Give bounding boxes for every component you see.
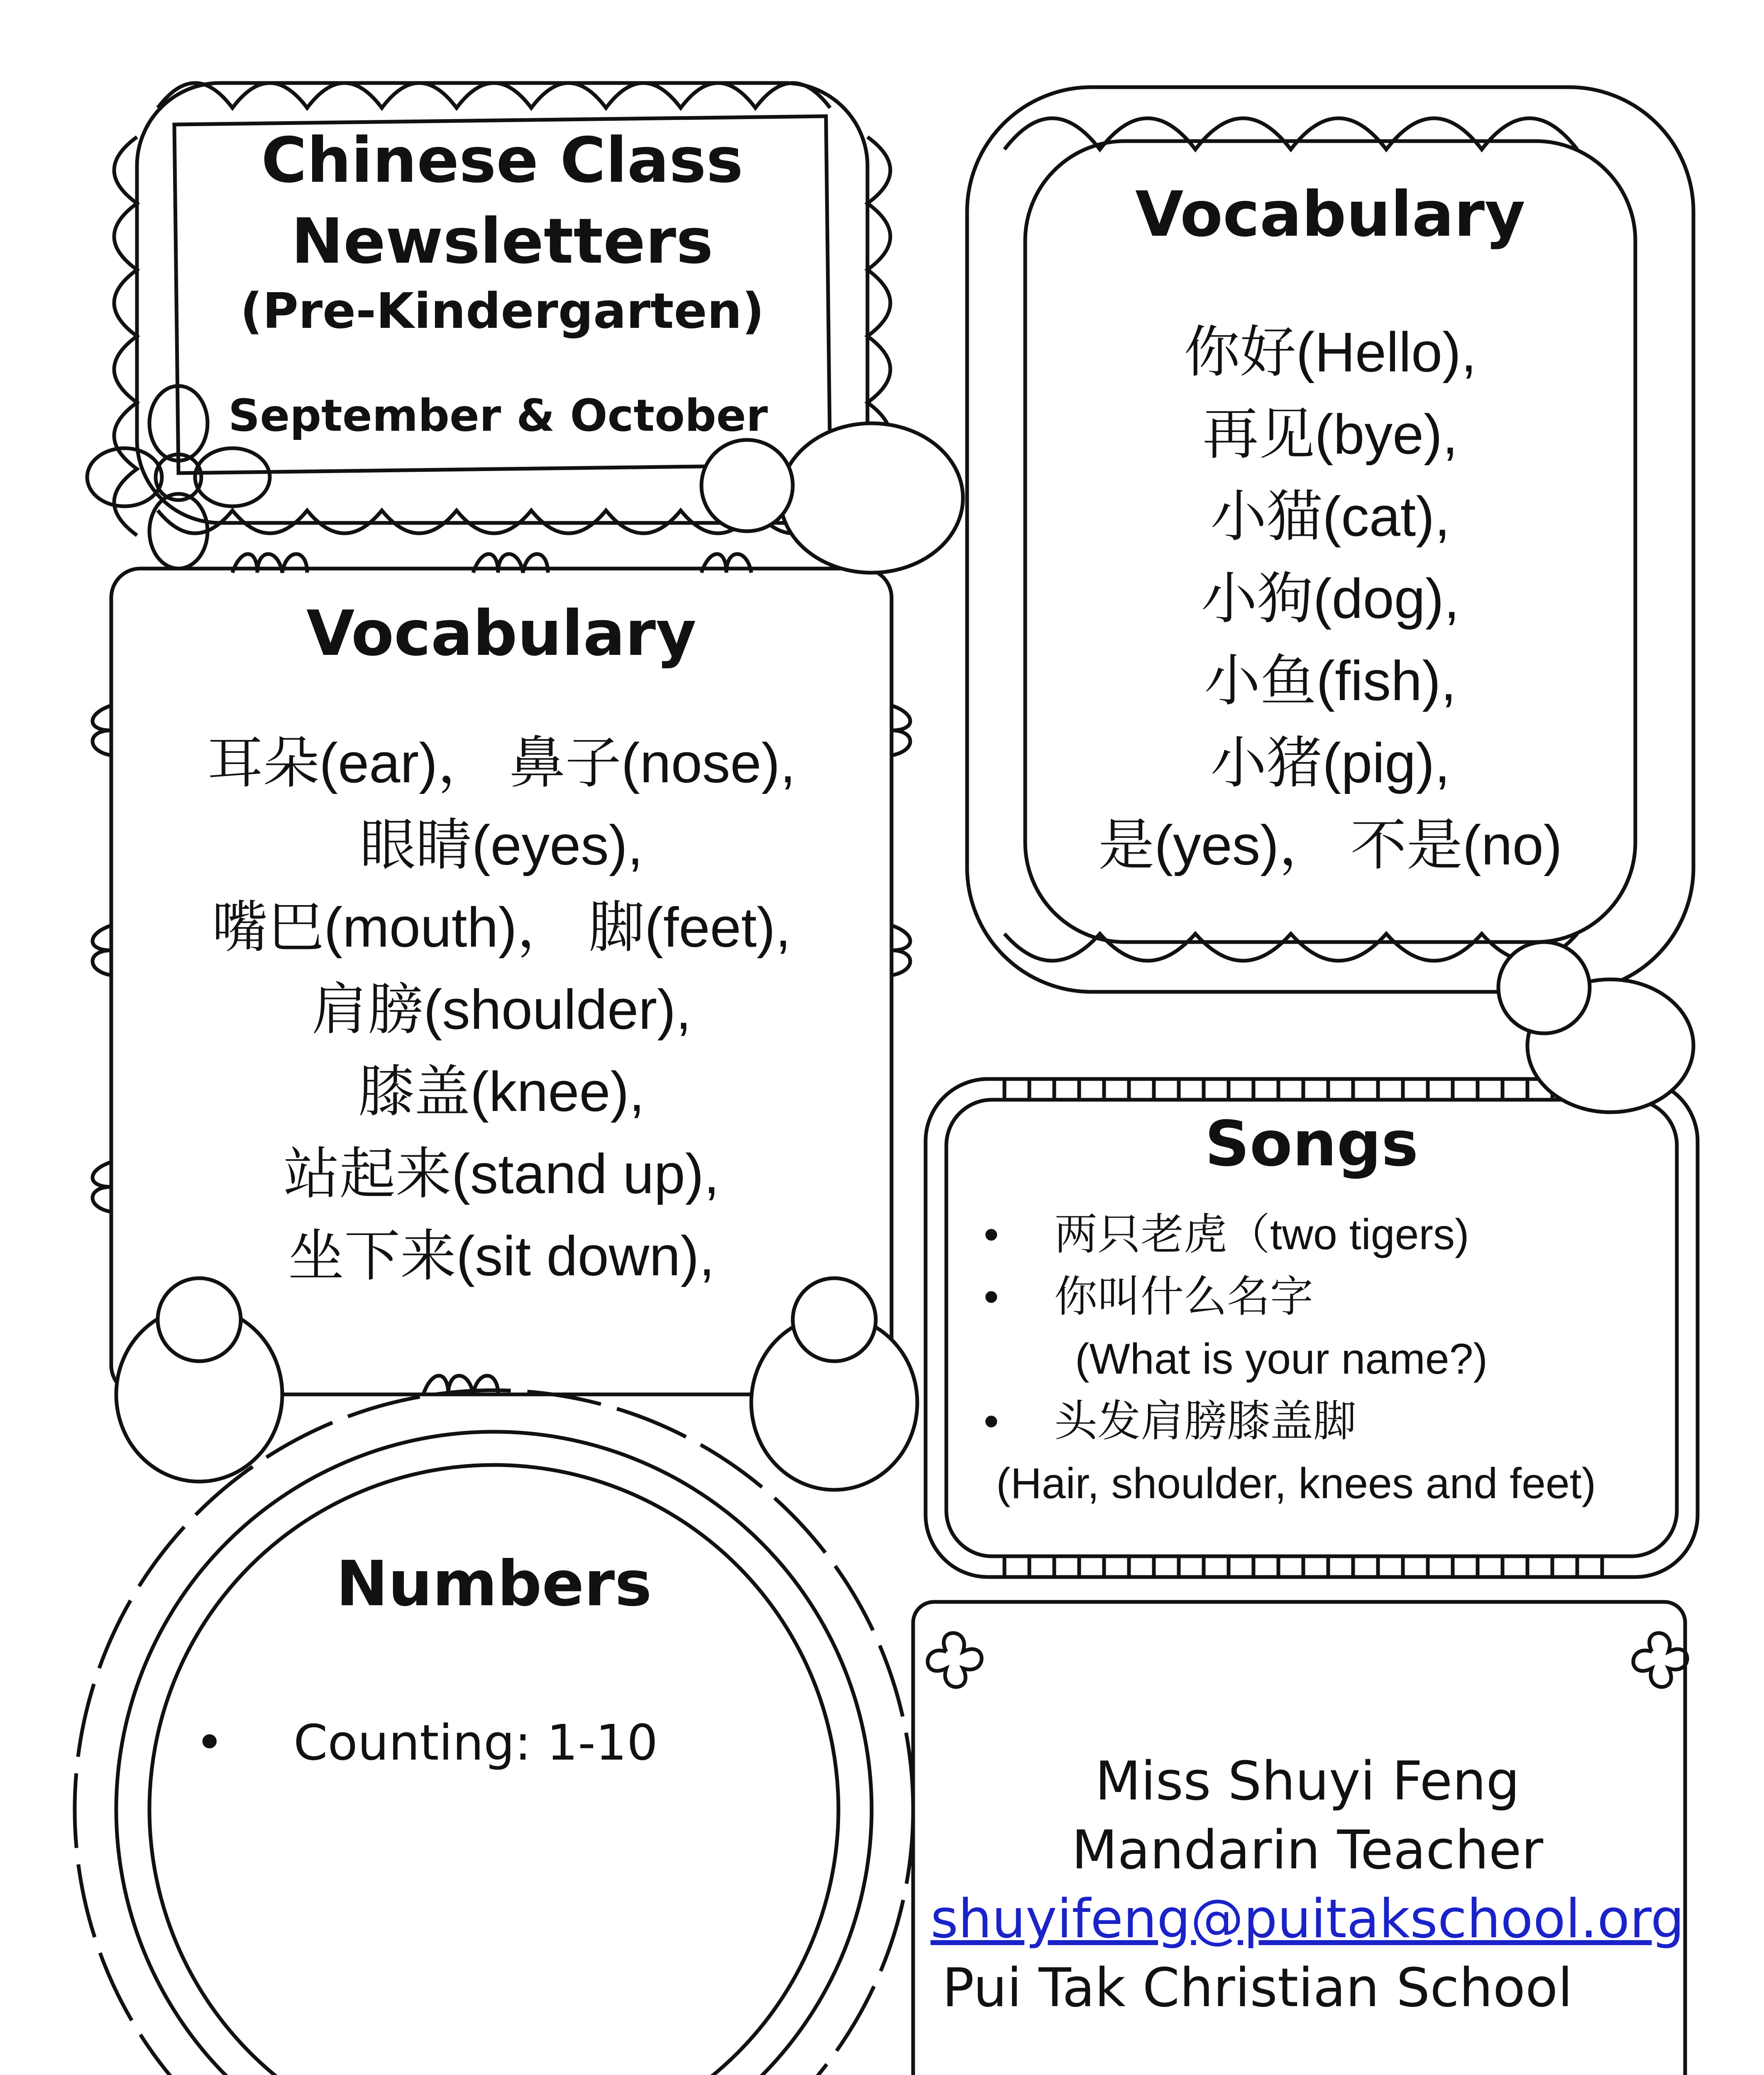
vocab-line: 耳朵(ear)， 鼻子(nose), — [207, 732, 796, 794]
song-translation: (What is your name?) — [1075, 1335, 1488, 1383]
ladybug-doodle — [116, 1278, 282, 1482]
teacher-role: Mandarin Teacher — [1071, 1819, 1544, 1881]
song-item — [984, 1390, 1631, 1515]
vocab-line: 小猫(cat), — [1210, 485, 1450, 548]
contact-block — [926, 1747, 1689, 2023]
song-translation: (Hair, shoulder, knees and feet) — [996, 1460, 1596, 1508]
songs-title: Songs — [1205, 1108, 1419, 1180]
bullet: • — [984, 1211, 999, 1259]
song-title: 头发肩膀膝盖脚 — [1054, 1397, 1357, 1445]
months-label: September & October — [228, 390, 768, 441]
vocab-words-title: Vocabulary — [1135, 178, 1525, 251]
vocab-line: 坐下来(sit down), — [288, 1225, 715, 1287]
vocab-line: 膝盖(knee), — [358, 1060, 645, 1123]
vocab-line: 是(yes)， 不是(no) — [1098, 814, 1562, 876]
vocab-line: 嘴巴(mouth)， 脚(feet), — [212, 896, 791, 959]
title-line-1: Chinese Class — [261, 124, 743, 197]
numbers-title: Numbers — [336, 1548, 652, 1620]
song-item — [984, 1204, 1631, 1266]
teacher-name: Miss Shuyi Feng — [1095, 1750, 1520, 1812]
school-name: Pui Tak Christian School — [942, 1957, 1573, 2019]
bullet: • — [984, 1397, 999, 1445]
email-link[interactable]: shuyifeng@puitakschool.org — [930, 1888, 1685, 1950]
song-title: 两只老虎（two tigers) — [1054, 1211, 1469, 1259]
vocab-line: 肩膀(shoulder), — [311, 978, 691, 1041]
song-item — [984, 1266, 1631, 1390]
vocab-line: 再见(bye), — [1202, 403, 1458, 466]
vocab-line: 小狗(dog), — [1201, 567, 1460, 630]
newsletter-title — [183, 120, 822, 282]
numbers-text: Counting: 1-10 — [293, 1714, 658, 1771]
bullet: • — [195, 1714, 224, 1771]
songs-list — [984, 1204, 1631, 1515]
vocab-body-list — [111, 722, 892, 1297]
vocab-line: 站起来(stand up), — [283, 1142, 720, 1205]
vocab-body-title: Vocabulary — [306, 598, 696, 670]
vocab-line: 小猪(pig), — [1210, 732, 1450, 794]
bullet: • — [984, 1273, 999, 1321]
ladybug-doodle — [701, 423, 963, 573]
title-line-2: Newsletters — [291, 205, 713, 278]
grade-label: (Pre-Kindergarten) — [240, 282, 765, 339]
vocab-line: 你好(Hello), — [1184, 321, 1477, 383]
vocab-line: 眼睛(eyes), — [359, 814, 643, 876]
vocab-line: 小鱼(fish), — [1204, 649, 1456, 712]
vocab-words-list — [1025, 311, 1635, 886]
song-title: 你叫什么名字 — [1054, 1273, 1314, 1321]
numbers-item — [195, 1714, 658, 1771]
